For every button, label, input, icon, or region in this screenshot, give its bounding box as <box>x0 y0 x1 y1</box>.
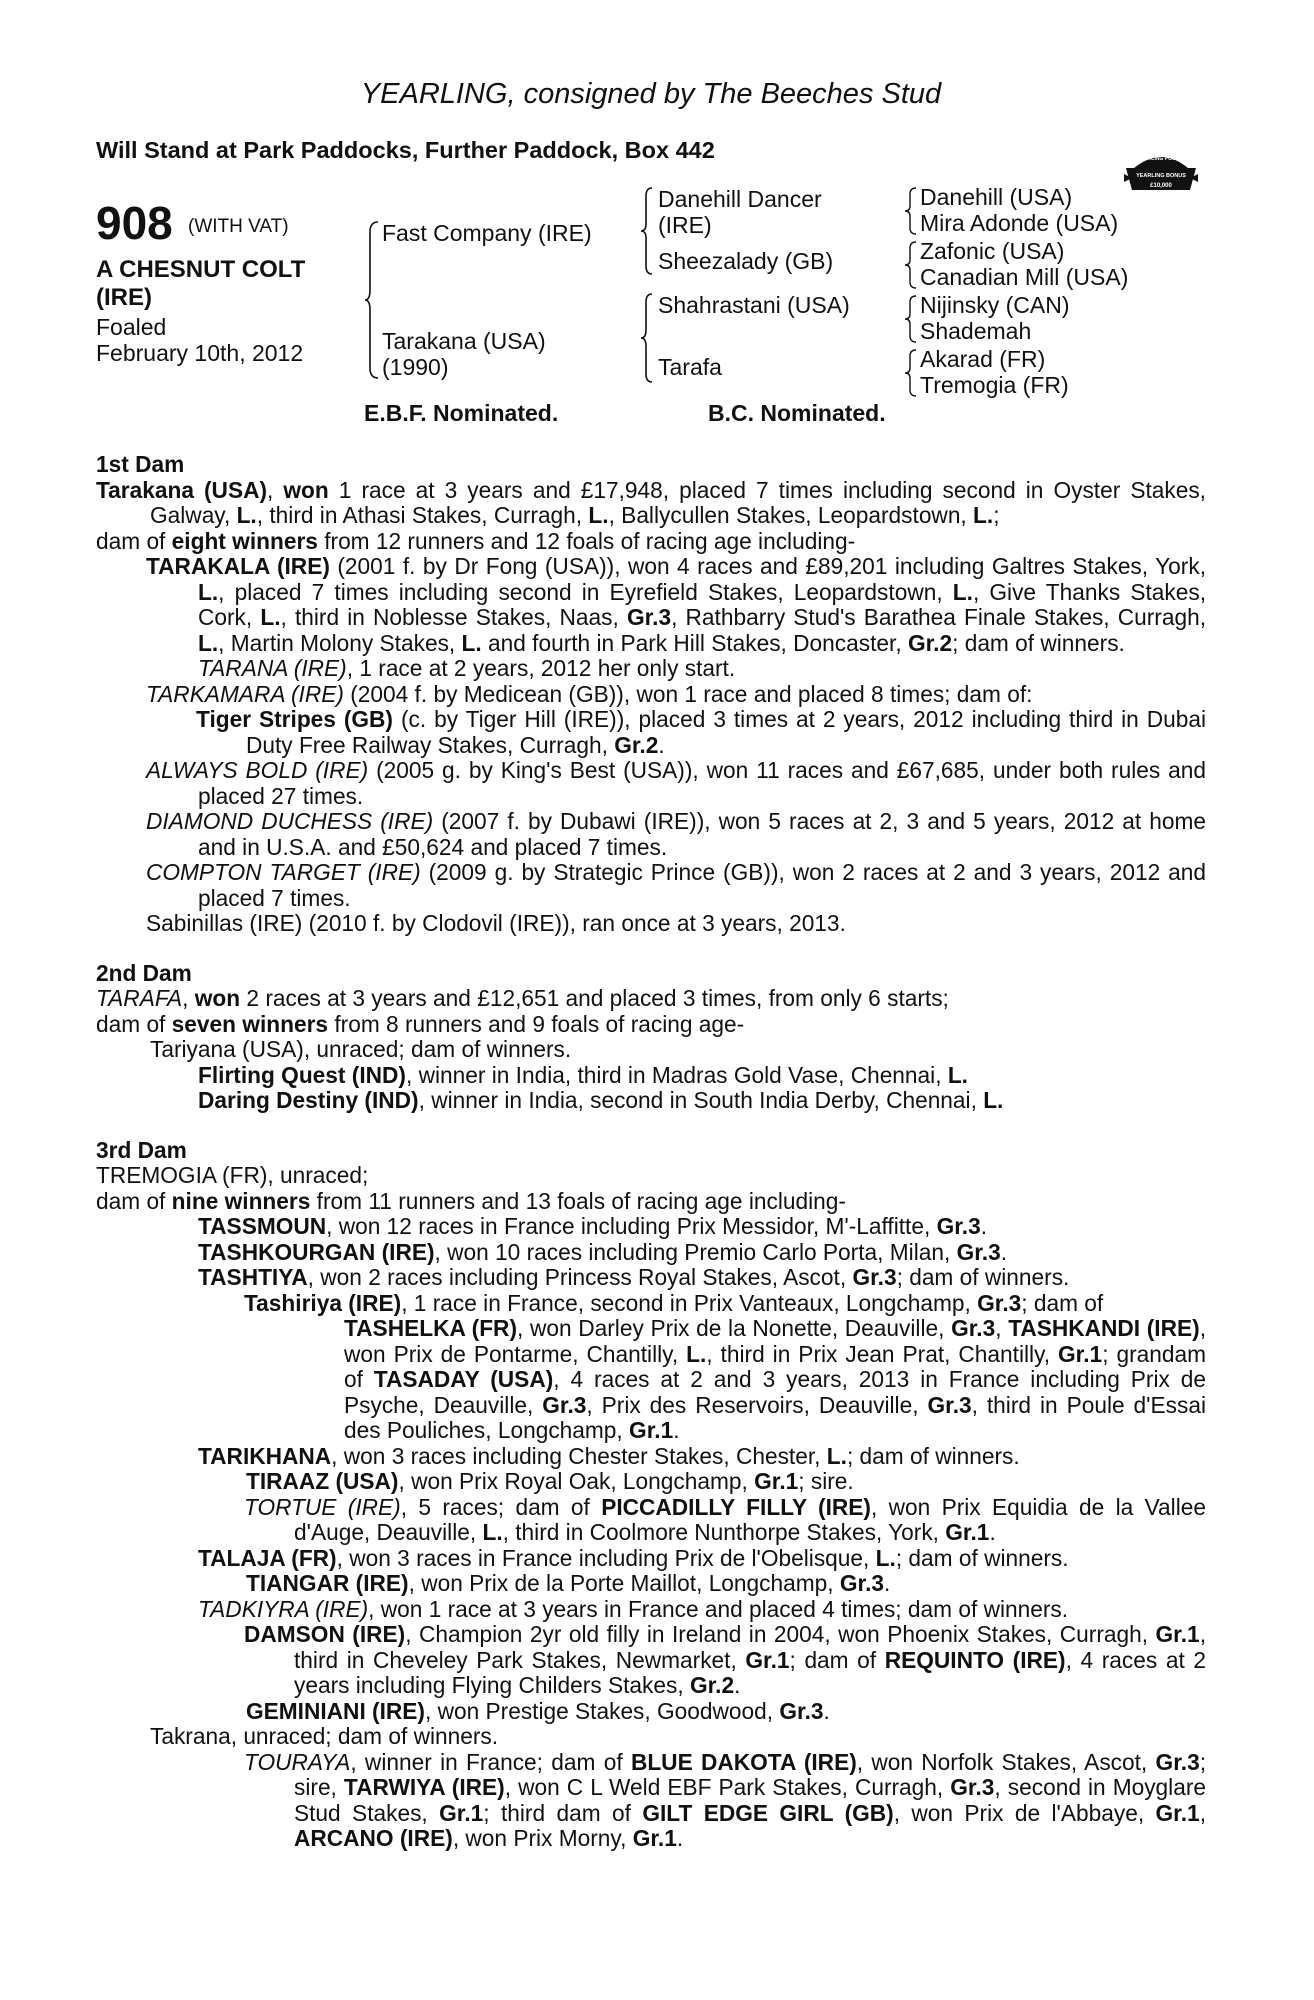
third-dam-section <box>96 1138 1206 1852</box>
first-dam-produce-summary: dam of eight winners from 12 runners and 12 foals of racing age including- <box>96 527 856 554</box>
bc-nominated: B.C. Nominated. <box>708 400 886 426</box>
pedigree-ss-dam: Mira Adonde (USA) <box>920 210 1119 236</box>
second-dam-produce-summary: dam of seven winners from 8 runners and 9 foals of racing age- <box>96 1010 745 1037</box>
pedigree-dam-year: (1990) <box>382 354 449 380</box>
pedigree-sd-dam: Canadian Mill (USA) <box>920 264 1129 290</box>
pedigree-dam-sire: Shahrastani (USA) <box>658 292 850 318</box>
produce-tarakala: TARAKALA (IRE) (2001 f. by Dr Fong (USA)), won 4 races and £89,201 including Galtres Stakes, York, L., placed 7 times including second in Eyrefield Stakes, Leopardstown, L., Give Thanks Stakes, Cork, L., third in Noblesse Stakes, Naas, Gr.3, Rathbarry Stud's Barathea Finale Stakes, Curragh, L., Martin Molony Stakes, L. and fourth in Park Hill Stakes, Doncaster, Gr.2; dam of winners. <box>146 553 1207 656</box>
produce-tashelka-group: TASHELKA (FR), won Darley Prix de la Nonette, Deauville, Gr.3, TASHKANDI (IRE), won Prix de Pontarme, Chantilly, L., third in Prix Jean Prat, Chantilly, Gr.1; grandam of TASADAY (USA), 4 races at 2 and 3 years, 2013 in France including Prix de Psyche, Deauville, Gr.3, Prix des Reservoirs, Deauville, Gr.3, third in Poule d'Essai des Pouliches, Longchamp, Gr.1. <box>344 1315 1207 1443</box>
produce-damson: DAMSON (IRE), Champion 2yr old filly in Ireland in 2004, won Phoenix Stakes, Curragh, Gr.1, third in Cheveley Park Stakes, Newmarket, Gr.1; dam of REQUINTO (IRE), 4 races at 2 years including Flying Childers Stakes, Gr.2. <box>244 1621 1206 1698</box>
badge-top-text: RACING POST <box>1143 156 1179 162</box>
second-dam-section <box>96 961 1206 1114</box>
stand-location: Will Stand at Park Paddocks, Further Paddock, Box 442 <box>96 137 715 163</box>
produce-diamond-duchess: DIAMOND DUCHESS (IRE) (2007 f. by Dubawi (IRE)), won 5 races at 2, 3 and 5 years, 2012 at home and in U.S.A. and £50,624 and placed 7 times. <box>146 808 1206 860</box>
foaled-date: February 10th, 2012 <box>96 340 304 366</box>
lot-number: 908 <box>96 197 173 249</box>
pedigree-ds-dam: Shademah <box>920 318 1032 344</box>
third-dam-title: 3rd Dam <box>96 1136 187 1163</box>
pedigree-brace-gg4 <box>904 348 918 398</box>
badge-mid-text: YEARLING BONUS <box>1136 173 1186 179</box>
pedigree-brace-gg1 <box>904 186 918 236</box>
produce-compton-target: COMPTON TARGET (IRE) (2009 g. by Strategic Prince (GB)), won 2 races at 2 and 3 years, 2012 and placed 7 times. <box>146 859 1206 911</box>
produce-tarkamara: TARKAMARA (IRE) (2004 f. by Medicean (GB)), won 1 race and placed 8 times; dam of: <box>146 680 1033 707</box>
second-dam-title: 2nd Dam <box>96 959 192 986</box>
pedigree-ss-sire: Danehill (USA) <box>920 184 1073 210</box>
lot-vat: (WITH VAT) <box>188 216 289 237</box>
produce-tortue: TORTUE (IRE), 5 races; dam of PICCADILLY FILLY (IRE), won Prix Equidia de la Vallee d'Auge, Deauville, L., third in Coolmore Nunthorpe Stakes, York, Gr.1. <box>244 1493 1206 1545</box>
foaled-label: Foaled <box>96 314 167 340</box>
produce-tashiriya: Tashiriya (IRE), 1 race in France, second in Prix Vanteaux, Longchamp, Gr.3; dam of TASHELKA (FR), won Darley Prix de la Nonette, Deauville, Gr.3, TASHKANDI (IRE), won Prix de Pontarme, Chantilly, L., third in Prix Jean Prat, Chantilly, Gr.1; grandam of TASADAY (USA), 4 races at 2 and 3 years, 2013 in France including Prix de Psyche, Deauville, Gr.3, Prix des Reservoirs, Deauville, Gr.3, third in Poule d'Essai des Pouliches, Longchamp, Gr.1. <box>244 1289 1207 1443</box>
produce-tiraaz: TIRAAZ (USA), won Prix Royal Oak, Longchamp, Gr.1; sire. <box>246 1468 854 1494</box>
pedigree-dd-dam: Tremogia (FR) <box>920 372 1069 398</box>
produce-tiger-stripes: Tiger Stripes (GB) (c. by Tiger Hill (IRE)), placed 3 times at 2 years, 2012 including third in Dubai Duty Free Railway Stakes, Curragh, Gr.2. <box>196 706 1207 758</box>
pedigree-ds-sire: Nijinsky (CAN) <box>920 292 1070 318</box>
foaled-info <box>96 314 356 366</box>
catalogue-page <box>96 78 1206 1876</box>
ebf-nominated: E.B.F. Nominated. <box>364 400 559 426</box>
pedigree-brace-sire <box>640 186 654 276</box>
pedigree-dam: Tarakana (USA) <box>382 328 546 354</box>
produce-flirting-quest: Flirting Quest (IND), winner in India, third in Madras Gold Vase, Chennai, L. <box>198 1061 968 1088</box>
third-dam-record: TREMOGIA (FR), unraced; <box>96 1162 369 1188</box>
first-dam-section <box>96 452 1206 937</box>
produce-tashtiya: TASHTIYA, won 2 races including Princess Royal Stakes, Ascot, Gr.3; dam of winners. <box>198 1264 1070 1290</box>
produce-tiangar: TIANGAR (IRE), won Prix de la Porte Maillot, Longchamp, Gr.3. <box>246 1570 891 1596</box>
pedigree-brace-dam <box>640 292 654 384</box>
second-dam-record: TARAFA, won 2 races at 3 years and £12,651 and placed 3 times, from only 6 starts; <box>96 985 949 1011</box>
produce-tarikhana: TARIKHANA, won 3 races including Chester Stakes, Chester, L.; dam of winners. <box>198 1442 1020 1469</box>
produce-always-bold: ALWAYS BOLD (IRE) (2005 g. by King's Best (USA)), won 11 races and £67,685, under both rules and placed 27 times. <box>146 757 1206 809</box>
produce-sabinillas: Sabinillas (IRE) (2010 f. by Clodovil (IRE)), ran once at 3 years, 2013. <box>146 910 846 936</box>
produce-tariyana: Tariyana (USA), unraced; dam of winners. <box>150 1036 572 1062</box>
produce-daring-destiny: Daring Destiny (IND), winner in India, second in South India Derby, Chennai, L. <box>198 1087 1004 1113</box>
produce-tassmoun: TASSMOUN, won 12 races in France including Prix Messidor, M'-Laffitte, Gr.3. <box>198 1213 988 1239</box>
produce-tarana: TARANA (IRE), 1 race at 2 years, 2012 her only start. <box>198 655 736 681</box>
pedigree-dam-dam: Tarafa <box>658 354 722 380</box>
third-dam-produce-summary: dam of nine winners from 11 runners and 13 foals of racing age including- <box>96 1187 846 1214</box>
first-dam-record: Tarakana (USA), won 1 race at 3 years and £17,948, placed 7 times including second in Oyster Stakes, Galway, L., third in Athasi Stakes, Curragh, L., Ballycullen Stakes, Leopardstown, L.; <box>96 476 1206 528</box>
pedigree-brace-gg2 <box>904 240 918 290</box>
pedigree-sd-sire: Zafonic (USA) <box>920 238 1065 264</box>
pedigree-sire-sire-line2: (IRE) <box>658 212 712 238</box>
pedigree-sire-dam: Sheezalady (GB) <box>658 248 834 274</box>
pedigree-sire-sire: Danehill Dancer <box>658 186 822 212</box>
pedigree-brace-main <box>364 220 380 380</box>
pedigree-dd-sire: Akarad (FR) <box>920 346 1046 372</box>
first-dam-title: 1st Dam <box>96 451 185 477</box>
produce-talaja: TALAJA (FR), won 3 races in France including Prix de l'Obelisque, L.; dam of winners. <box>198 1544 1069 1571</box>
badge-amount-text: £10,000 <box>1150 183 1172 189</box>
produce-touraya: TOURAYA, winner in France; dam of BLUE DAKOTA (IRE), won Norfolk Stakes, Ascot, Gr.3; sire, TARWIYA (IRE), won C L Weld EBF Park Stakes, Curragh, Gr.3, second in Moyglare Stud Stakes, Gr.1; third dam of GILT EDGE GIRL (GB), won Prix de l'Abbaye, Gr.1, ARCANO (IRE), won Prix Morny, Gr.1. <box>244 1748 1207 1851</box>
horse-name: A CHESNUT COLT (IRE) <box>96 256 306 311</box>
produce-geminiani: GEMINIANI (IRE), won Prestige Stakes, Goodwood, Gr.3. <box>246 1697 830 1724</box>
produce-takrana: Takrana, unraced; dam of winners. <box>150 1723 499 1749</box>
produce-tadkiyra: TADKIYRA (IRE), won 1 race at 3 years in France and placed 4 times; dam of winners. <box>198 1595 1069 1622</box>
pedigree-table <box>96 180 1206 426</box>
produce-tashkourgan: TASHKOURGAN (IRE), won 10 races including Premio Carlo Porta, Milan, Gr.3. <box>198 1238 1008 1265</box>
page-title: YEARLING, consigned by The Beeches Stud <box>360 78 942 110</box>
pedigree-sire: Fast Company (IRE) <box>382 220 592 246</box>
pedigree-brace-gg3 <box>904 294 918 344</box>
